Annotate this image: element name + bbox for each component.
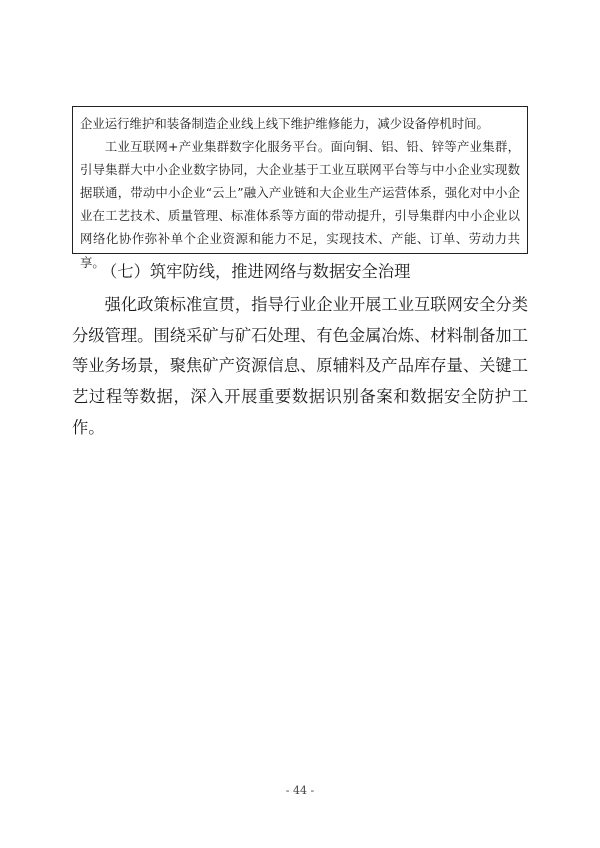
- boxed-note-paragraph-1: 企业运行维护和装备制造企业线上线下维护维修能力，减少设备停机时间。: [80, 116, 489, 131]
- boxed-note-paragraph-2: 工业互联网+产业集群数字化服务平台。面向铜、铝、铅、锌等产业集群，引导集群大中小企业数字协同，大企业基于工业互联网平台等与中小企业实现数据联通，带动中小企业“云上”融入产业链和大企业生产运营体系，强化对中小企业在工艺技术、质量管理、标准体系等方面的带动提升，引导集群内中小企业以网络化协作弥补单个企业资源和能力不足，实现技术、产能、订单、劳动力共享。: [80, 139, 520, 270]
- boxed-note: [72, 106, 528, 270]
- page-number: - 44 -: [285, 784, 315, 797]
- section-body-paragraph: 强化政策标准宣贯，指导行业企业开展工业互联网安全分类分级管理。围绕采矿与矿石处理、有色金属冶炼、材料制备加工等业务场景，聚焦矿产资源信息、原辅料及产品库存量、关键工艺过程等数据，深入开展重要数据识别备案和数据安全防护工作。: [72, 295, 528, 437]
- section-heading: （七）筑牢防线，推进网络与数据安全治理: [101, 262, 411, 281]
